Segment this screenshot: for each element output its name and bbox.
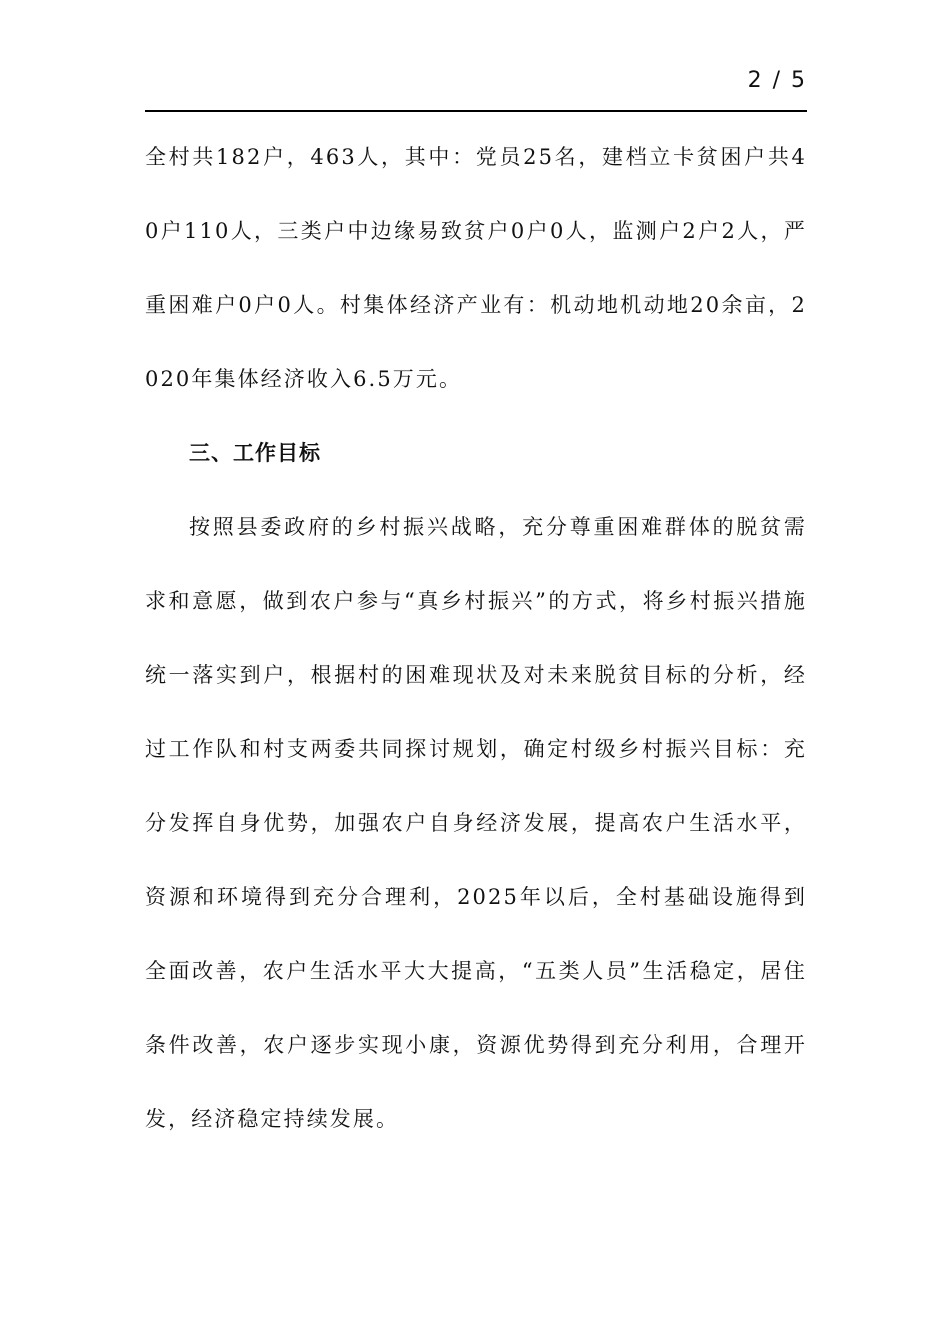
paragraph-work-goals: 按照县委政府的乡村振兴战略，充分尊重困难群体的脱贫需求和意愿，做到农户参与“真乡村振兴”的方式，将乡村振兴措施统一落实到户，根据村的困难现状及对未来脱贫目标的分析，经过工作队和村支两委共同探讨规划，确定村级乡村振兴目标：充分发挥自身优势，加强农户自身经济发展，提高农户生活水平，资源和环境得到充分合理利，2025年以后，全村基础设施得到全面改善，农户生活水平大大提高，“五类人员”生活稳定，居住条件改善，农户逐步实现小康，资源优势得到充分利用，合理开发，经济稳定持续发展。 <box>145 515 807 1131</box>
section-heading-work-goals: 三、工作目标 <box>189 441 321 465</box>
page-number: 2 / 5 <box>747 68 807 93</box>
header-divider <box>145 110 807 112</box>
paragraph-village-overview: 全村共182户，463人，其中：党员25名，建档立卡贫困户共40户110人，三类户中边缘易致贫户0户0人，监测户2户2人，严重困难户0户0人。村集体经济产业有：机动地机动地20余亩，2020年集体经济收入6.5万元。 <box>145 145 807 391</box>
document-body <box>145 120 807 1156</box>
